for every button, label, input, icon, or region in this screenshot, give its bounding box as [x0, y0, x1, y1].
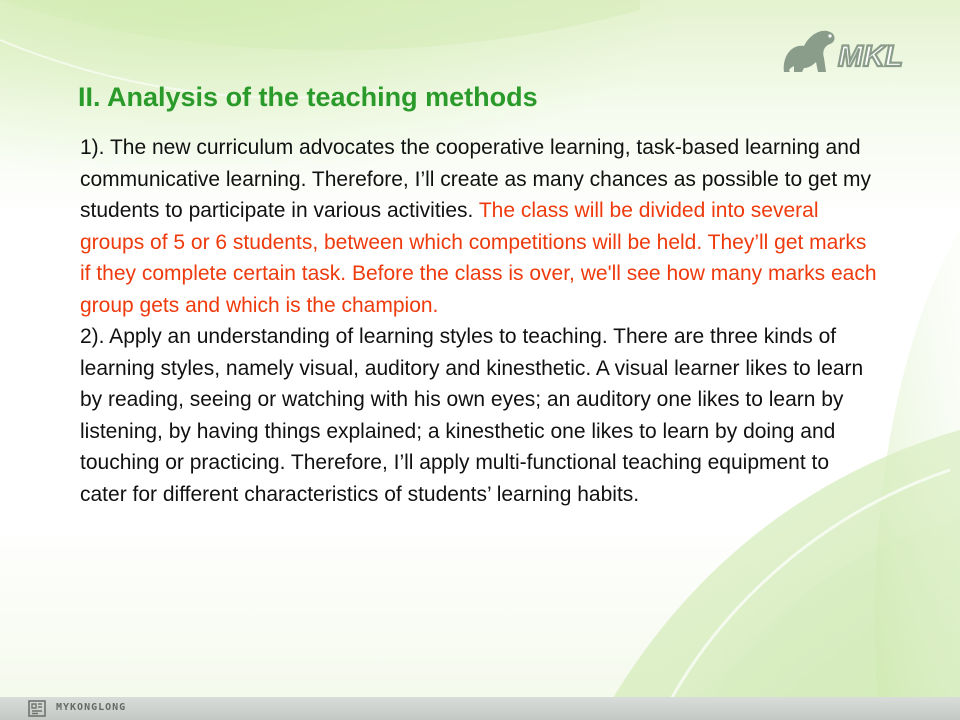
footer-brand: MYKONGLONG	[56, 702, 127, 713]
body-text	[80, 132, 880, 510]
paragraph-1-intro: 1). The new curriculum advocates the cooperative learning, task-based learning and communicative learning. Therefore, I’ll create as many chances as possible to get my students to participate in various activities.	[80, 136, 871, 222]
logo-text: MKL	[838, 40, 903, 73]
footer-bar	[0, 697, 960, 720]
slide-title: II. Analysis of the teaching methods	[78, 82, 538, 112]
paragraph-2: 2). Apply an understanding of learning styles to teaching. There are three kinds of learning styles, namely visual, auditory and kinesthetic. A visual learner likes to learn by reading, seeing or watching with his own eyes; an auditory one likes to learn by listening, by having things explained; a kinesthetic one likes to learn by doing and touching or practicing. Therefore, I’ll apply multi-functional teaching equipment to cater for different characteristics of students’ learning habits.	[80, 325, 864, 506]
mkl-logo	[778, 22, 904, 74]
brand-mark-icon	[28, 700, 46, 717]
paragraph-1-highlight: The class will be divided into several groups of 5 or 6 students, between which competitions will be held. They’ll get marks if they complete certain task. Before the class is over, we'll see how many marks each group gets and which is the champion.	[80, 199, 877, 317]
paragraph-1	[80, 132, 880, 321]
